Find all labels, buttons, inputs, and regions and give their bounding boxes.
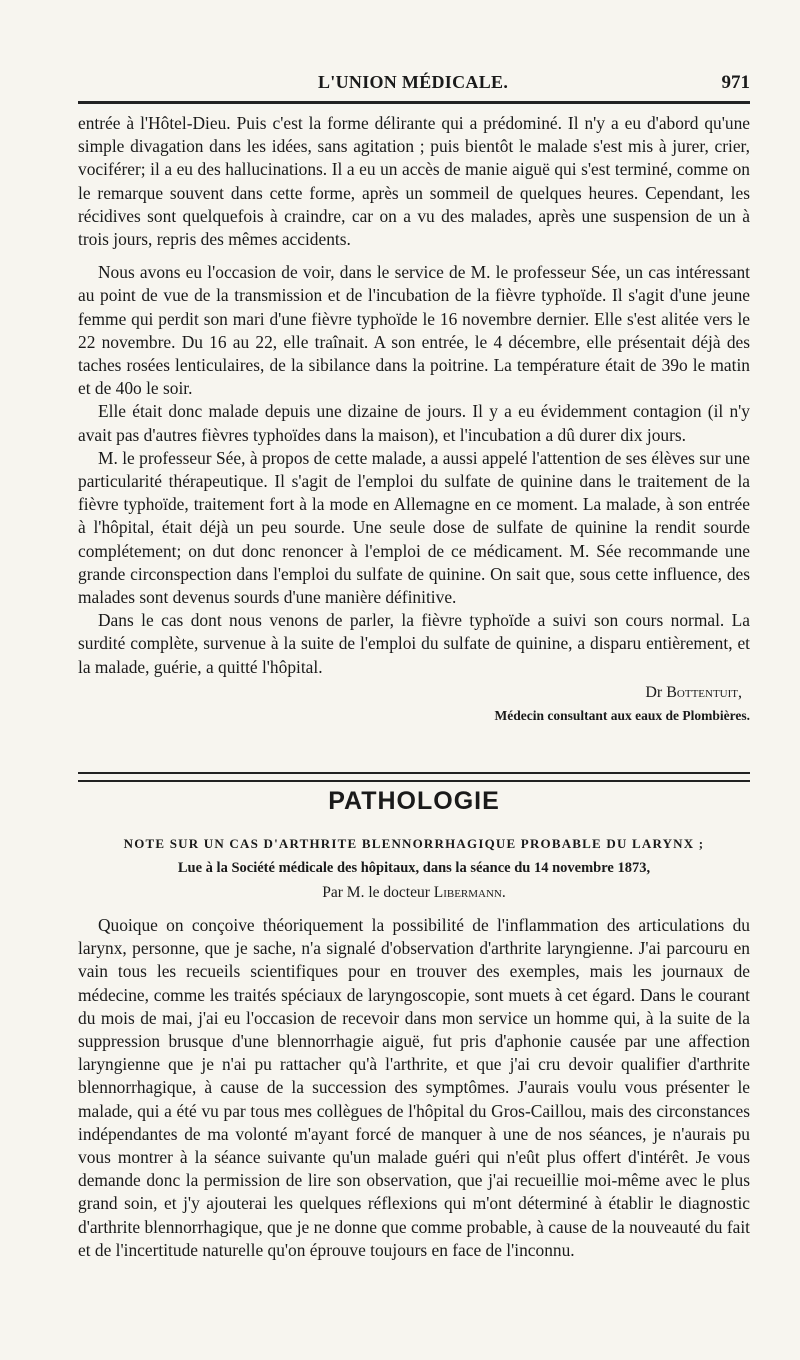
paragraph: Quoique on conçoive théoriquement la possibilité de l'inflammation des articulations du larynx, personne, que je sache, n'a signalé d'observation d'arthrite laryngienne. J'ai parcouru en vain tous les recueils scientifiques pour en trouver des exemples, mais les journaux de médecine, comme les traités spéciaux de laryngoscopie, sont muets à cet égard. Dans le courant du mois de mai, j'ai eu l'occasion de recevoir dans mon service un homme qui, à la suite de la suppression brusque d'une blennorrhagie aiguë, fut pris d'aphonie causée par une affection laryngienne que je n'ai pu rattacher qu'à l'arthrite, et que j'ai cru devoir qualifier d'arthrite blennorrhagique, à cause de la succession des symptômes. J'aurais voulu vous présenter le malade, qui a été vu par tous mes collègues de l'hôpital du Gros-Caillou, mais des circonstances indépendantes de ma volonté m'ayant forcé de manquer à une de nos séances, je n'aurais pu vous montrer à la séance suivante qu'un malade guéri qui n'eût plus offert d'intérêt. Je vous demande donc la permission de lire son observation, que j'ai recueillie moi-même avec le plus grand soin, et j'y ajouterai les quelques réflexions qui m'ont déterminé à établir le diagnostic d'arthrite blennorrhagique, que je ne donne que comme probable, à cause de la nouveauté du fait et de l'incertitude naturelle qu'on éprouve toujours en face de l'inconnu. [78,915,750,1260]
byline-prefix: Par M. le docteur [322,884,430,901]
author-signature [78,681,750,704]
paragraph: entrée à l'Hôtel-Dieu. Puis c'est la forme délirante qui a prédominé. Il n'y a eu d'abord qu'une simple divagation dans les idées, sans agitation ; puis bientôt le malade s'est mis à jurer, crier, vociférer; il a eu des hallucinations. Il a eu un accès de manie aiguë qui s'est terminé, comme on le remarque souvent dans cette forme, après un sommeil de quelques heures. Cependant, les récidives sont quelquefois à craindre, car on a vu des malades, après une suspension de un à trois jours, repris des mêmes accidents. [78,113,750,250]
article-title: NOTE SUR UN CAS D'ARTHRITE BLENNORRHAGIQUE PROBABLE DU LARYNX ; [123,836,705,851]
running-head [78,72,750,98]
article-byline [78,884,750,902]
section-title: PATHOLOGIE [328,787,500,815]
paragraph: Dans le cas dont nous venons de parler, la fièvre typhoïde a suivi son cours normal. La surdité complète, survenue à la suite de l'emploi du sulfate de quinine, a disparu entièrement, et la malade, guérie, a quitté l'hôpital. [78,610,750,677]
previous-article-body [78,112,750,728]
signature-role: Médecin consultant aux eaux de Plombières. [494,708,750,724]
journal-title: L'UNION MÉDICALE. [318,72,509,92]
article-body [78,914,750,1262]
paragraph: M. le professeur Sée, à propos de cette malade, a aussi appelé l'attention de ses élèves sur une particularité thérapeutique. Il s'agit de l'emploi du sulfate de quinine dans le traitement de la fièvre typhoïde, traitement fort à la mode en Allemagne en ce moment. La malade, à son entrée à l'hôpital, était déjà un peu sourde. Une seule dose de sulfate de quinine la rendit sourde complétement; on dut donc renoncer à l'emploi de ce médicament. M. Sée recommande une grande circonspection dans l'emploi du sulfate de quinine. On sait que, sous cette influence, des malades sont devenus sourds d'une manière définitive. [78,447,750,608]
signature-name: Bottentuit, [666,683,742,701]
page-number: 971 [721,72,750,93]
signature-prefix: Dr [645,683,663,701]
paragraph: Elle était donc malade depuis une dizaine de jours. Il y a eu évidemment contagion (il n'y avait pas d'autres fièvres typhoïdes dans la maison), et l'incubation a dû durer dix jours. [78,401,750,445]
byline-name: Libermann. [433,884,506,901]
article-subtitle: Lue à la Société médicale des hôpitaux, dans la séance du 14 novembre 1873, [177,860,651,876]
header-rule [78,101,750,104]
paragraph: Nous avons eu l'occasion de voir, dans le service de M. le professeur Sée, un cas intéressant au point de vue de la transmission et de l'incubation de la fièvre typhoïde. Il s'agit d'une jeune femme qui perdit son mari d'une fièvre typhoïde le 16 novembre dernier. Elle s'est alitée vers le 22 novembre. Du 16 au 22, elle traînait. A son entrée, le 4 décembre, elle présentait déjà des taches rosées lenticulaires, de la sibilance dans la poitrine. La température était de 39o le matin et de 40o le soir. [78,262,750,399]
section-divider [78,772,750,782]
